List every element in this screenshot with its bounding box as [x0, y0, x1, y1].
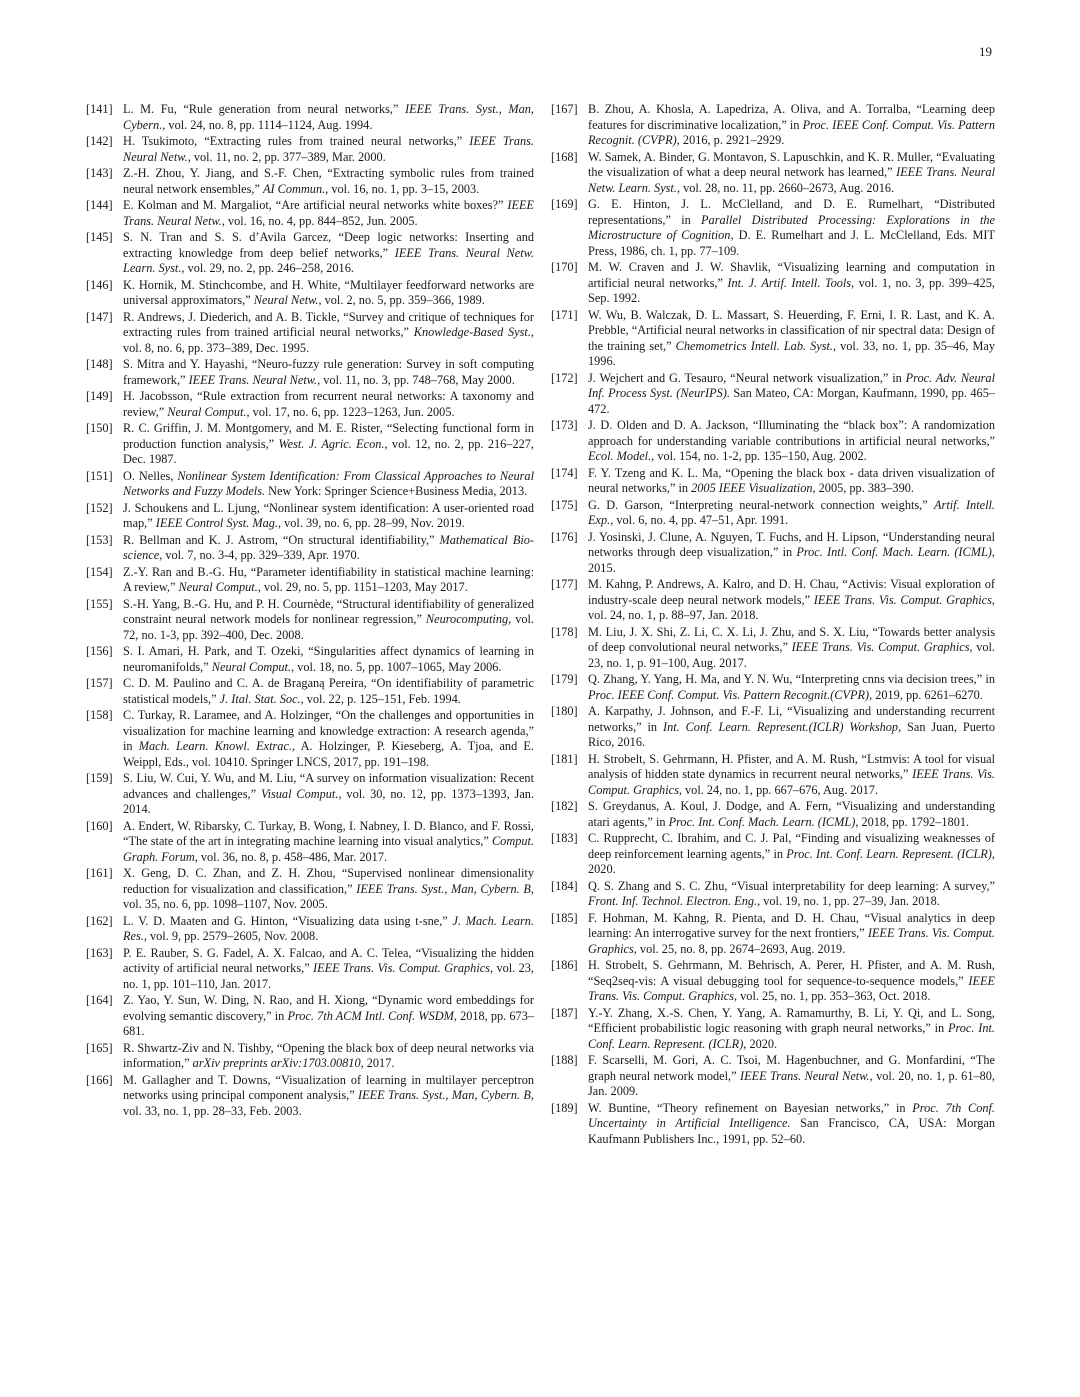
reference-item [551, 498, 995, 529]
reference-number: [156] [86, 644, 113, 658]
reference-text: A. Endert, W. Ribarsky, C. Turkay, B. Wong, I. Nabney, I. D. Blanco, and F. Rossi, “The state of the art in integrating machine learning into visual analytics,” Comput. Graph. Forum, vol. 36, no. 8, p. 458–486, Mar. 2017. [123, 818, 534, 864]
reference-text: R. Shwartz-Ziv and N. Tishby, “Opening the black box of deep neural networks via information,” arXiv preprints arXiv:1703.00810, 2017. [123, 1040, 534, 1070]
reference-item [86, 198, 534, 229]
reference-item [86, 501, 534, 532]
reference-item [551, 911, 995, 958]
reference-item [86, 166, 534, 197]
reference-item [86, 771, 534, 818]
reference-text: J. Schoukens and L. Ljung, “Nonlinear system identification: A user-oriented road map,” IEEE Control Syst. Mag., vol. 39, no. 6, pp. 28–99, Nov. 2019. [123, 500, 534, 530]
reference-number: [176] [551, 529, 578, 544]
reference-number: [172] [551, 370, 578, 385]
reference-number: [179] [551, 672, 578, 686]
reference-text: S.-H. Yang, B.-G. Hu, and P. H. Cournède, “Structural identifiability of generalized constraint neural network models for nonlinear regression,” Neurocomputing, vol. 72, no. 1-3, pp. 392–400, Dec. 2008. [123, 596, 534, 642]
reference-text: A. Karpathy, J. Johnson, and F.-F. Li, “Visualizing and understanding recurrent networks,” in Int. Conf. Learn. Represent.(ICLR) Workshop, San Juan, Puerto Rico, 2016. [588, 704, 995, 749]
reference-number: [165] [86, 1040, 113, 1055]
reference-item [551, 102, 995, 149]
reference-text: B. Zhou, A. Khosla, A. Lapedriza, A. Oliva, and A. Torralba, “Learning deep features for discriminative localization,” in Proc. IEEE Conf. Comput. Vis. Pattern Recognit. (CVPR), 2016, p. 2921–2929. [588, 102, 995, 147]
reference-text: J. D. Olden and D. A. Jackson, “Illuminating the “black box”: A randomization approach for understanding variable contributions in artificial neural networks,” Ecol. Model., vol. 154, no. 1-2, pp. 135–150, Aug. 2002. [588, 418, 995, 463]
reference-item [551, 1053, 995, 1100]
reference-item [551, 577, 995, 624]
reference-text: O. Nelles, Nonlinear System Identification: From Classical Approaches to Neural Networks and Fuzzy Models. New York: Springer Science+Business Media, 2013. [123, 468, 534, 498]
reference-text: F. Hohman, M. Kahng, R. Pienta, and D. H. Chau, “Visual analytics in deep learning: An interrogative survey for the next frontiers,” IEEE Trans. Vis. Comput. Graphics, vol. 25, no. 8, pp. 2674–2693, Aug. 2019. [588, 910, 995, 956]
reference-item [551, 879, 995, 910]
reference-item [551, 1101, 995, 1148]
reference-item [86, 597, 534, 644]
reference-text: R. Andrews, J. Diederich, and A. B. Tickle, “Survey and critique of techniques for extracting rules from trained artificial neural networks,” Knowledge-Based Syst., vol. 8, no. 6, pp. 373–389, Dec. 1995. [123, 309, 534, 355]
reference-item [86, 230, 534, 277]
reference-item [86, 134, 534, 165]
reference-number: [141] [86, 102, 113, 116]
reference-number: [148] [86, 357, 113, 371]
reference-number: [184] [551, 878, 578, 893]
reference-number: [147] [86, 309, 113, 324]
reference-number: [154] [86, 564, 113, 579]
reference-text: R. C. Griffin, J. M. Montgomery, and M. E. Rister, “Selecting functional form in production function analysis,” West. J. Agric. Econ., vol. 12, no. 2, pp. 216–227, Dec. 1987. [123, 421, 534, 466]
reference-text: C. Turkay, R. Laramee, and A. Holzinger, “On the challenges and opportunities in visualization for machine learning and knowledge extraction: A research agenda,” in Mach. Learn. Knowl. Extrac., A. Holzinger, P. Kieseberg, A. Tjoa, and E. Weippl, Eds., vol. 10410. Springer LNCS, 2017, pp. 191–198. [123, 708, 535, 769]
reference-text: W. Buntine, “Theory refinement on Bayesian networks,” in Proc. 7th Conf. Uncertainty in Artificial Intelligence. San Francisco, CA, USA: Morgan Kaufmann Publishers Inc., 1991, pp. 52–60. [588, 1100, 996, 1146]
reference-number: [166] [86, 1072, 113, 1087]
reference-item [86, 819, 534, 866]
reference-number: [143] [86, 166, 113, 180]
reference-number: [150] [86, 421, 113, 435]
reference-text: R. Bellman and K. J. Astrom, “On structural identifiability,” Mathematical Bio-science, vol. 7, no. 3-4, pp. 329–339, Apr. 1970. [123, 532, 534, 562]
reference-text: M. Kahng, P. Andrews, A. Kalro, and D. H. Chau, “Activis: Visual exploration of industry-scale deep neural network models,” IEEE Trans. Vis. Comput. Graphics, vol. 24, no. 1, p. 88–97, Jan. 2018. [588, 577, 995, 622]
reference-text: J. Yosinski, J. Clune, A. Nguyen, T. Fuchs, and H. Lipson, “Understanding neural networks through deep visualization,” in Proc. Intl. Conf. Mach. Learn. (ICML), 2015. [588, 529, 995, 575]
reference-number: [149] [86, 389, 113, 403]
reference-number: [161] [86, 866, 113, 880]
reference-number: [173] [551, 418, 578, 432]
reference-number: [181] [551, 751, 578, 766]
reference-item [86, 469, 534, 500]
reference-text: L. V. D. Maaten and G. Hinton, “Visualizing data using t-sne,” J. Mach. Learn. Res., vol. 9, pp. 2579–2605, Nov. 2008. [123, 913, 534, 943]
reference-item [86, 565, 534, 596]
reference-number: [180] [551, 704, 578, 718]
reference-text: S. Mitra and Y. Hayashi, “Neuro-fuzzy rule generation: Survey in soft computing framework,” IEEE Trans. Neural Netw., vol. 11, no. 3, pp. 748–768, May 2000. [123, 357, 534, 387]
references-right-column [551, 102, 995, 1148]
reference-text: Z.-H. Zhou, Y. Jiang, and S.-F. Chen, “Extracting symbolic rules from trained neural network ensembles,” AI Commun., vol. 16, no. 1, pp. 3–15, 2003. [123, 166, 534, 196]
reference-item [86, 993, 534, 1040]
reference-item [86, 676, 534, 707]
reference-text: J. Wejchert and G. Tesauro, “Neural network visualization,” in Proc. Adv. Neural Inf. Process Syst. (NeurIPS). San Mateo, CA: Morgan, Kaufmann, 1990, pp. 465–472. [588, 370, 996, 416]
reference-item [86, 914, 534, 945]
reference-item [551, 150, 995, 197]
reference-number: [152] [86, 500, 113, 515]
reference-item [551, 1006, 995, 1053]
reference-number: [188] [551, 1053, 578, 1067]
reference-text: C. Rupprecht, C. Ibrahim, and C. J. Pal, “Finding and visualizing weaknesses of deep reinforcement learning agents,” in Proc. Int. Conf. Learn. Represent. (ICLR), 2020. [588, 831, 995, 876]
reference-item [551, 418, 995, 465]
reference-item [551, 308, 995, 370]
reference-item [551, 799, 995, 830]
reference-number: [160] [86, 818, 113, 833]
reference-text: P. E. Rauber, S. G. Fadel, A. X. Falcao, and A. C. Telea, “Visualizing the hidden activity of artificial neural networks,” IEEE Trans. Vis. Comput. Graphics, vol. 23, no. 1, pp. 101–110, Jan. 2017. [123, 945, 534, 991]
reference-text: Q. S. Zhang and S. C. Zhu, “Visual interpretability for deep learning: A survey,” Front. Inf. Technol. Electron. Eng., vol. 19, no. 1, pp. 27–39, Jan. 2018. [588, 878, 995, 908]
reference-item [551, 752, 995, 799]
reference-number: [144] [86, 198, 113, 212]
reference-text: K. Hornik, M. Stinchcombe, and H. White, “Multilayer feedforward networks are universal approximators,” Neural Netw., vol. 2, no. 5, pp. 359–366, 1989. [123, 277, 534, 307]
reference-text: M. Gallagher and T. Downs, “Visualization of learning in multilayer perceptron networks using principal component analysis,” IEEE Trans. Syst., Man, Cybern. B, vol. 33, no. 1, pp. 28–33, Feb. 2003. [123, 1072, 534, 1118]
reference-number: [168] [551, 149, 578, 164]
reference-text: F. Scarselli, M. Gori, A. C. Tsoi, M. Hagenbuchner, and G. Monfardini, “The graph neural network model,” IEEE Trans. Neural Netw., vol. 20, no. 1, p. 61–80, Jan. 2009. [588, 1053, 995, 1098]
reference-number: [171] [551, 307, 578, 322]
reference-item [551, 466, 995, 497]
reference-item [551, 197, 995, 259]
reference-item [86, 310, 534, 357]
reference-item [86, 278, 534, 309]
reference-text: W. Samek, A. Binder, G. Montavon, S. Lapuschkin, and K. R. Muller, “Evaluating the visualization of what a deep neural network has learned,” IEEE Trans. Neural Netw. Learn. Syst., vol. 28, no. 11, pp. 2660–2673, Aug. 2016. [588, 149, 996, 195]
reference-text: M. W. Craven and J. W. Shavlik, “Visualizing learning and computation in artificial neural networks,” Int. J. Artif. Intell. Tools, vol. 1, no. 3, pp. 399–425, Sep. 1992. [588, 260, 995, 305]
reference-number: [185] [551, 910, 578, 925]
reference-text: G. E. Hinton, J. L. McClelland, and D. E. Rumelhart, “Distributed representations,” in Parallel Distributed Processing: Explorations in the Microstructure of Cognition, D. E. Rumelhart and J. L. McClelland, Eds. MIT Press, 1986, ch. 1, pp. 77–109. [588, 197, 995, 258]
reference-text: F. Y. Tzeng and K. L. Ma, “Opening the black box - data driven visualization of neural networks,” in 2005 IEEE Visualization, 2005, pp. 383–390. [588, 465, 995, 495]
reference-text: Q. Zhang, Y. Yang, H. Ma, and Y. N. Wu, “Interpreting cnns via decision trees,” in Proc. IEEE Conf. Comput. Vis. Pattern Recognit.(CVPR), 2019, pp. 6261–6270. [588, 672, 995, 702]
reference-number: [187] [551, 1005, 578, 1020]
reference-number: [142] [86, 134, 113, 148]
reference-number: [167] [551, 102, 578, 116]
reference-number: [158] [86, 708, 113, 722]
reference-item [86, 1041, 534, 1072]
reference-number: [189] [551, 1100, 578, 1115]
reference-item [551, 672, 995, 703]
reference-text: Y.-Y. Zhang, X.-S. Chen, Y. Yang, A. Ramamurthy, B. Li, Y. Qi, and L. Song, “Efficient probabilistic logic reasoning with graph neural networks,” in Proc. Int. Conf. Learn. Represent. (ICLR), 2020. [588, 1005, 995, 1051]
reference-text: S. Liu, W. Cui, Y. Wu, and M. Liu, “A survey on information visualization: Recent advances and challenges,” Visual Comput., vol. 30, no. 12, pp. 1373–1393, Jan. 2014. [123, 771, 535, 816]
reference-text: S. N. Tran and S. S. d’Avila Garcez, “Deep logic networks: Inserting and extracting knowledge from deep belief networks,” IEEE Trans. Neural Netw. Learn. Syst., vol. 29, no. 2, pp. 246–258, 2016. [123, 230, 534, 275]
reference-number: [153] [86, 532, 113, 547]
reference-number: [177] [551, 577, 578, 591]
reference-number: [159] [86, 771, 113, 785]
reference-item [86, 1073, 534, 1120]
reference-item [551, 625, 995, 672]
reference-number: [174] [551, 465, 578, 480]
reference-number: [157] [86, 676, 113, 690]
reference-number: [183] [551, 831, 578, 845]
reference-text: G. D. Garson, “Interpreting neural-network connection weights,” Artif. Intell. Exp., vol. 6, no. 4, pp. 47–51, Apr. 1991. [588, 497, 995, 527]
reference-item [86, 357, 534, 388]
reference-text: S. Greydanus, A. Koul, J. Dodge, and A. Fern, “Visualizing and understanding atari agents,” in Proc. Int. Conf. Mach. Learn. (ICML), 2018, pp. 1792–1801. [588, 799, 995, 829]
reference-number: [145] [86, 230, 113, 244]
reference-text: H. Tsukimoto, “Extracting rules from trained neural networks,” IEEE Trans. Neural Netw., vol. 11, no. 2, pp. 377–389, Mar. 2000. [123, 134, 534, 164]
reference-number: [151] [86, 468, 113, 483]
reference-text: H. Strobelt, S. Gehrmann, M. Behrisch, A. Perer, H. Pfister, and A. M. Rush, “Seq2seq-vis: A visual debugging tool for sequence-to-sequence models,” IEEE Trans. Vis. Comput. Graphics, vol. 25, no. 1, pp. 353–363, Oct. 2018. [588, 958, 995, 1003]
reference-item [551, 371, 995, 418]
reference-text: H. Strobelt, S. Gehrmann, H. Pfister, and A. M. Rush, “Lstmvis: A tool for visual analysis of hidden state dynamics in recurrent neural networks,” IEEE Trans. Vis. Comput. Graphics, vol. 24, no. 1, pp. 667–676, Aug. 2017. [588, 751, 995, 797]
reference-item [86, 389, 534, 420]
reference-text: C. D. M. Paulino and C. A. de Braganą Pereira, “On identifiability of parametric statistical models,” J. Ital. Stat. Soc., vol. 22, p. 125–151, Feb. 1994. [123, 676, 534, 706]
reference-item [551, 530, 995, 577]
reference-item [86, 708, 534, 770]
reference-item [86, 946, 534, 993]
reference-item [551, 831, 995, 878]
reference-text: Z. Yao, Y. Sun, W. Ding, N. Rao, and H. Xiong, “Dynamic word embeddings for evolving semantic discovery,” in Proc. 7th ACM Intl. Conf. WSDM, 2018, pp. 673–681. [123, 993, 535, 1038]
reference-number: [163] [86, 945, 113, 960]
reference-number: [162] [86, 913, 113, 928]
reference-item [551, 260, 995, 307]
reference-text: M. Liu, J. X. Shi, Z. Li, C. X. Li, J. Zhu, and S. X. Liu, “Towards better analysis of deep convolutional neural networks,” IEEE Trans. Vis. Comput. Graphics, vol. 23, no. 1, p. 91–100, Aug. 2017. [588, 624, 995, 670]
reference-text: S. I. Amari, H. Park, and T. Ozeki, “Singularities affect dynamics of learning in neuromanifolds,” Neural Comput., vol. 18, no. 5, pp. 1007–1065, May 2006. [123, 644, 534, 674]
reference-text: W. Wu, B. Walczak, D. L. Massart, S. Heuerding, F. Erni, I. R. Last, and K. A. Prebble, “Artificial neural networks in classification of nir spectral data: Design of the training set,” Chemometrics Intell. Lab. Syst., vol. 33, no. 1, pp. 35–46, May 1996. [588, 307, 995, 368]
reference-number: [175] [551, 497, 578, 512]
reference-number: [182] [551, 799, 578, 813]
reference-item [86, 644, 534, 675]
reference-number: [178] [551, 624, 578, 639]
reference-text: H. Jacobsson, “Rule extraction from recurrent neural networks: A taxonomy and review,” Neural Comput., vol. 17, no. 6, pp. 1223–1263, Jun. 2005. [123, 389, 534, 419]
reference-number: [155] [86, 596, 113, 611]
reference-text: L. M. Fu, “Rule generation from neural networks,” IEEE Trans. Syst., Man, Cybern., vol. 24, no. 8, pp. 1114–1124, Aug. 1994. [123, 102, 534, 132]
reference-number: [146] [86, 277, 113, 292]
reference-text: E. Kolman and M. Margaliot, “Are artificial neural networks white boxes?” IEEE Trans. Neural Netw., vol. 16, no. 4, pp. 844–852, Jun. 2005. [123, 198, 534, 228]
references-left-column [86, 102, 534, 1120]
reference-number: [186] [551, 958, 578, 972]
reference-item [551, 704, 995, 751]
reference-item [86, 421, 534, 468]
reference-item [551, 958, 995, 1005]
reference-number: [164] [86, 993, 113, 1007]
reference-text: X. Geng, D. C. Zhan, and Z. H. Zhou, “Supervised nonlinear dimensionality reduction for visualization and classification,” IEEE Trans. Syst., Man, Cybern. B, vol. 35, no. 6, pp. 1098–1107, Nov. 2005. [123, 866, 534, 911]
page-number: 19 [979, 44, 992, 59]
reference-number: [169] [551, 197, 578, 211]
reference-number: [170] [551, 260, 578, 274]
reference-item [86, 102, 534, 133]
reference-item [86, 533, 534, 564]
reference-item [86, 866, 534, 913]
reference-text: Z.-Y. Ran and B.-G. Hu, “Parameter identifiability in statistical machine learning: A review,” Neural Comput., vol. 29, no. 5, pp. 1151–1203, May 2017. [123, 564, 534, 594]
